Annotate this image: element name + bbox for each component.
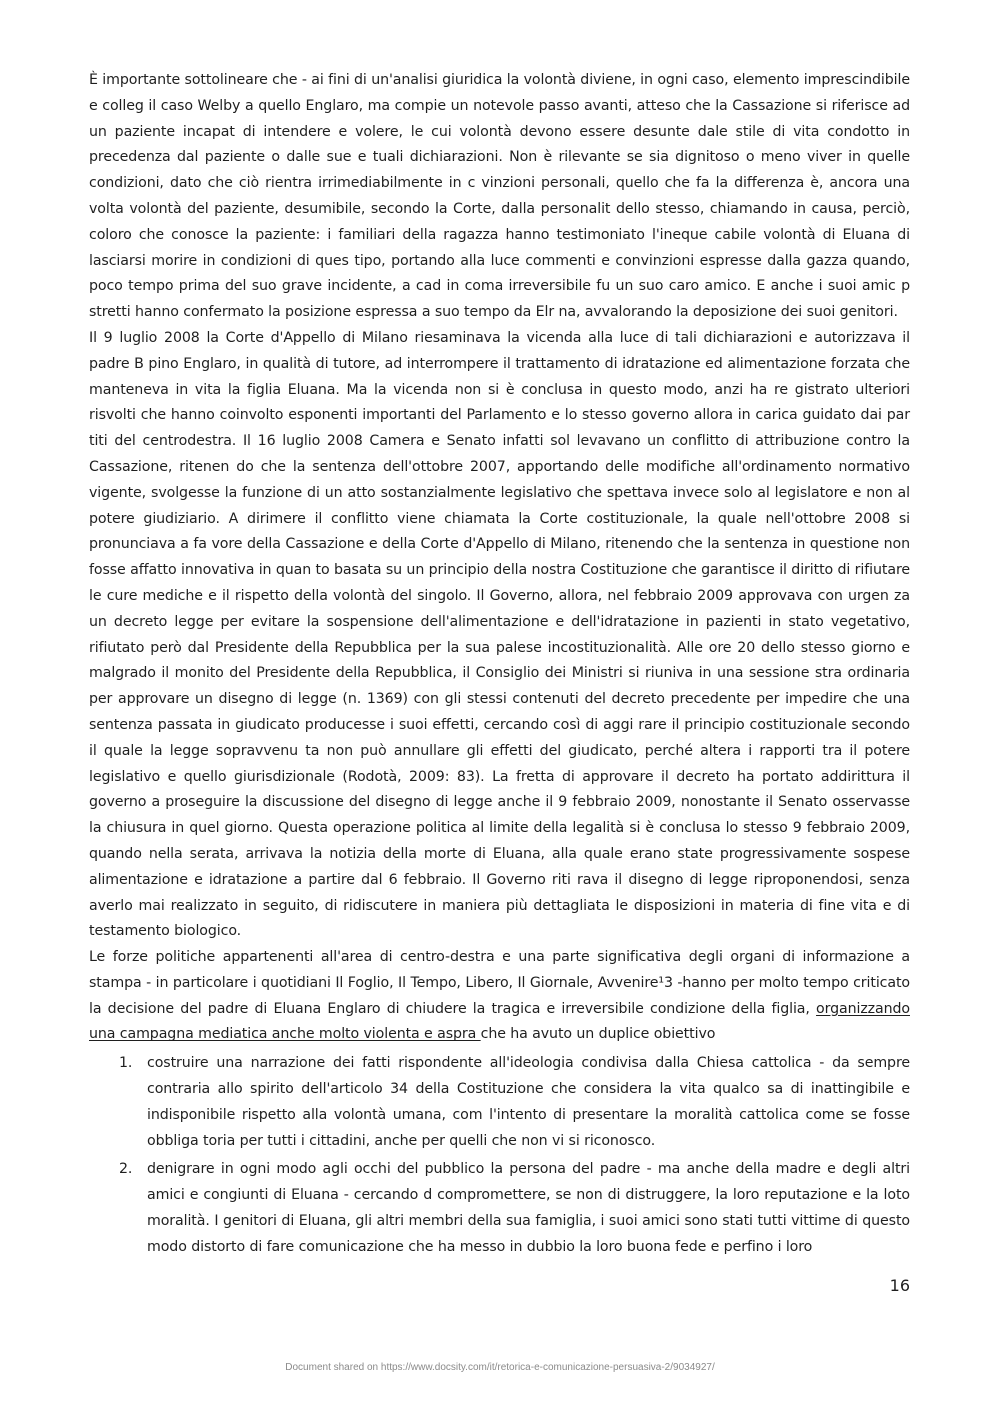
paragraph-forze-politiche (89, 945, 910, 1048)
list-item-text: denigrare in ogni modo agli occhi del pubblico la persona del padre - ma anche della madre e degli altri amici e congiunti di Eluana - cercando d compromettere, se non di distruggere, la loro reputazione e la loto moralità. I genitori di Eluana, gli altri membri della sua famiglia, i suoi amici sono stati tutti vittime di questo modo distorto di fare comunicazione che ha messo in dubbio la loro buona fede e perfino i loro (147, 1161, 910, 1255)
underlined-phrase: organizzando una campagna mediatica anche molto violenta e aspra (89, 1000, 910, 1043)
paragraph-forze-politiche-start: Le forze politiche appartenenti all'area di centro-destra e una parte significativa degli organi di informazione a stampa - in particolare i quotidiani Il Foglio, Il Tempo, Libero, Il Giornale, Avvenire¹3 -hanno per molto tempo criticato la decisione del padre di Eluana Englaro di chiudere la tragica e irreversibile condizione della figlia, (89, 949, 910, 1017)
list-item-text: costruire una narrazione dei fatti rispondente all'ideologia condivisa dalla Chiesa cattolica - da sempre contraria allo spirito dell'articolo 34 della Costituzione che considera la vita qualco sa di inattingibile e indisponibile rispetto alla volontà umana, com l'intento di presentare la moralità cattolica come se fosse obbliga toria per tutti i cittadini, anche per quelli che non vi si riconosco. (147, 1055, 910, 1149)
paragraph-corte-appello: Il 9 luglio 2008 la Corte d'Appello di Milano riesaminava la vicenda alla luce di tali dichiarazioni e autorizzava il padre B pino Englaro, in qualità di tutore, ad interrompere il trattamento di idratazione ed alimentazione forzata che manteneva in vita la figlia Eluana. Ma la vicenda non si è conclusa in questo modo, anzi ha re gistrato ulteriori risvolti che hanno coinvolto esponenti importanti del Parlamento e lo stesso governo allora in carica guidato dai par titi del centrodestra. Il 16 luglio 2008 Camera e Senato infatti sol levavano un conflitto di attribuzione contro la Cassazione, ritenen do che la sentenza dell'ottobre 2007, apportando delle modifiche all'ordinamento normativo vigente, svolgesse la funzione di un atto sostanzialmente legislativo che spettava invece solo al legislatore e non al potere giudiziario. A dirimere il conflitto viene chiamata la Corte costituzionale, la quale nell'ottobre 2008 si pronunciava a fa vore della Cassazione e della Corte d'Appello di Milano, ritenendo che la sentenza in questione non fosse affatto innovativa in quan to basata su un principio della nostra Costituzione che garantisce il diritto di rifiutare le cure mediche e il rispetto della volontà del singolo. Il Governo, allora, nel febbraio 2009 approvava con urgen za un decreto legge per evitare la sospensione dell'alimentazione e dell'idratazione in pazienti in stato vegetativo, rifiutato però dal Presidente della Repubblica per la sua palese incostituzionalità. Alle ore 20 dello stesso giorno e malgrado il monito del Presidente della Repubblica, il Consiglio dei Ministri si riuniva in una sessione stra ordinaria per approvare un disegno di legge (n. 1369) con gli stessi contenuti del decreto precedente per impedire che una sentenza passata in giudicato producesse i suoi effetti, cercando così di aggi rare il principio costituzionale secondo il quale la legge sopravvenu ta non può annullare gli effetti del giudicato, perché altera i rapporti tra il potere legislativo e quello giurisdizionale (Rodotà, 2009: 83). La fretta di approvare il decreto ha portato addirittura il governo a proseguire la discussione del disegno di legge anche il 9 febbraio 2009, nonostante il Senato osservasse la chiusura in quel giorno. Questa operazione politica al limite della legalità si è conclusa lo stesso 9 febbraio 2009, quando nella serata, arrivava la notizia della morte di Eluana, alla quale erano state progressivamente sospese alimentazione e idratazione a partire dal 6 febbraio. Il Governo riti rava il disegno di legge riproponendosi, senza averlo mai realizzato in seguito, di ridiscutere in maniera più dettagliata le disposizioni in materia di fine vita e di testamento biologico. (89, 329, 910, 940)
paragraph-forze-politiche-end: che ha avuto un duplice obiettivo (480, 1026, 716, 1043)
objectives-list (89, 1051, 910, 1260)
list-item (89, 1051, 910, 1154)
page-body (89, 68, 910, 1261)
footer-source-note: Document shared on https://www.docsity.com/it/retorica-e-comunicazione-persuasiva-2/9034927/ (285, 1362, 715, 1373)
list-item-number: 2. (119, 1161, 133, 1178)
page-number: 16 (889, 1276, 910, 1295)
list-item (89, 1157, 910, 1260)
list-item-number: 1. (119, 1055, 133, 1072)
paragraph-welby-englaro: È importante sottolineare che - ai fini di un'analisi giuridica la volontà diviene, in ogni caso, elemento imprescindibile e colleg il caso Welby a quello Englaro, ma compie un notevole passo avanti, atteso che la Cassazione si riferisce ad un paziente incapat di intendere e volere, le cui volontà devono essere desunte dale stile di vita condotto in precedenza dal paziente o dalle sue e tuali dichiarazioni. Non è rilevante se sia dignitoso o meno viver in quelle condizioni, dato che ciò rientra irrimediabilmente in c vinzioni personali, quello che fa la differenza è, ancora una volta volontà del paziente, desumibile, secondo la Corte, dalla personalit dello stesso, chiamando in causa, perciò, coloro che conosce la paziente: i familiari della ragazza hanno testimoniato l'ineque cabile volontà di Eluana di lasciarsi morire in condizioni di ques tipo, portando alla luce commenti e convinzioni espresse dalla gazza quando, poco tempo prima del suo grave incidente, a cad in coma irreversibile fu un suo caro amico. E anche i suoi amic p stretti hanno confermato la posizione espressa a suo tempo da Elr na, avvalorando la deposizione dei suoi genitori. (89, 72, 910, 321)
